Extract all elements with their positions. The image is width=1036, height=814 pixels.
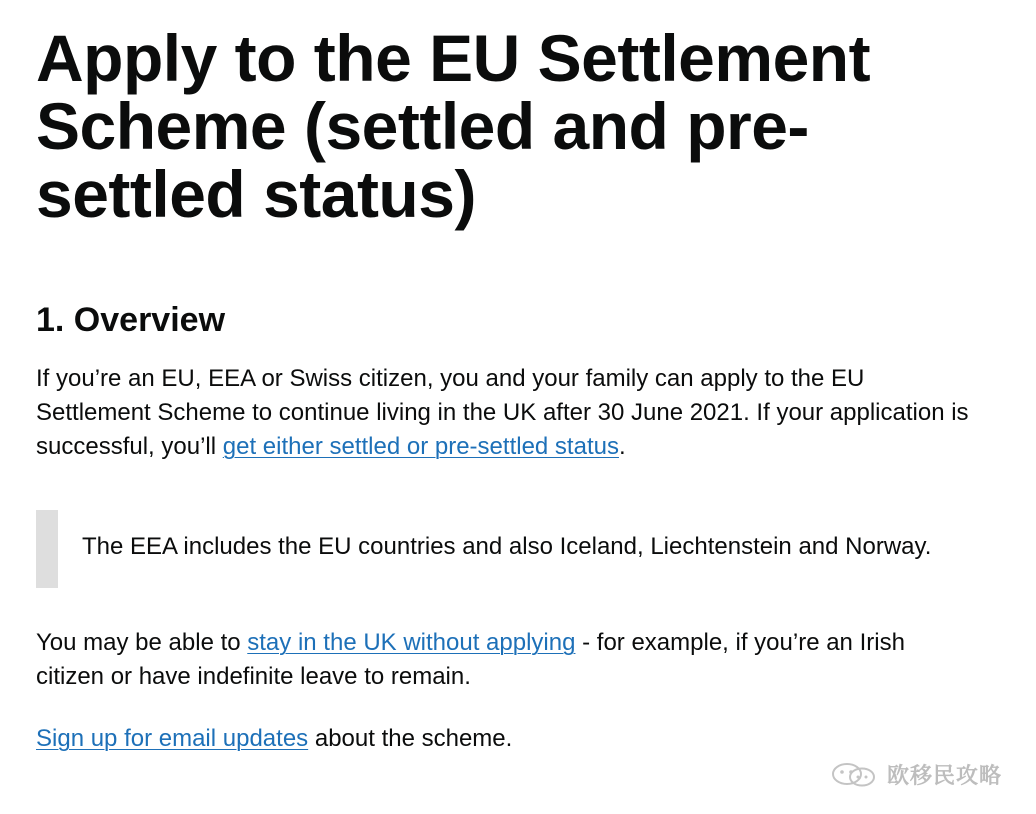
intro-paragraph bbox=[36, 362, 976, 464]
page-title: Apply to the EU Settlement Scheme (settled and pre-settled status) bbox=[36, 21, 871, 231]
inset-paragraph: The EEA includes the EU countries and also Iceland, Liechtenstein and Norway. bbox=[82, 533, 932, 560]
wechat-icon bbox=[829, 762, 881, 788]
section-heading: 1. Overview bbox=[36, 301, 226, 339]
inset-text bbox=[36, 510, 972, 588]
watermark-text: 欧移民攻略 bbox=[886, 764, 1002, 789]
settled-status-link[interactable]: get either settled or pre-settled status bbox=[222, 433, 619, 460]
intro-text-before: If you’re an EU, EEA or Swiss citizen, you and your family can apply to the EU Settlement Scheme to continue living in the UK after 30 June 2021. If your application is successful, you’ll bbox=[36, 365, 969, 460]
stay-paragraph bbox=[36, 626, 976, 694]
stay-text-before: You may be able to bbox=[36, 629, 248, 656]
intro-text-after: . bbox=[618, 433, 626, 460]
email-paragraph bbox=[36, 722, 996, 756]
stay-text-after: - for example, if you’re an Irish citizen or have indefinite leave to remain. bbox=[36, 629, 905, 690]
inset-bar bbox=[36, 510, 58, 588]
stay-without-applying-link[interactable]: stay in the UK without applying bbox=[247, 629, 576, 656]
watermark bbox=[829, 759, 1002, 790]
email-text-after: about the scheme. bbox=[308, 725, 513, 752]
email-updates-link[interactable]: Sign up for email updates bbox=[36, 725, 309, 752]
